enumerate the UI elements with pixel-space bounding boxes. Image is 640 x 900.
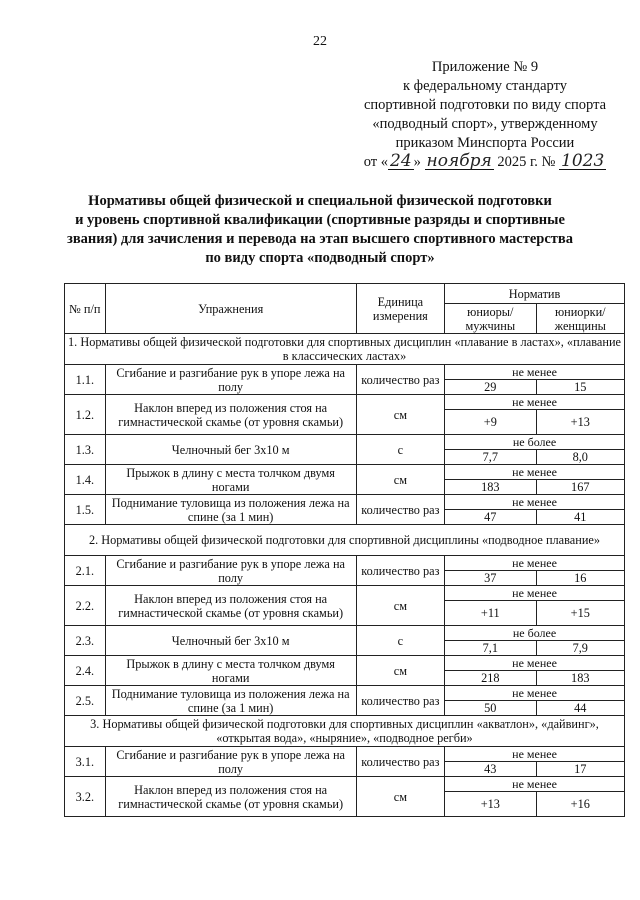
table-row <box>65 365 625 380</box>
section-title: 1. Нормативы общей физической подготовки для спортивных дисциплин «плавание в ластах», «плавание в классических ластах» <box>65 334 625 365</box>
table-row <box>65 435 625 450</box>
row-condition: не менее <box>445 395 625 410</box>
row-number: 2.4. <box>65 656 106 686</box>
row-exercise: Поднимание туловища из положения лежа на спине (за 1 мин) <box>105 686 356 716</box>
row-condition: не менее <box>445 686 625 701</box>
row-condition: не более <box>445 435 625 450</box>
section-title: 3. Нормативы общей физической подготовки для спортивных дисциплин «акватлон», «дайвинг», «открытая вода», «ныряние», «подводное регби» <box>65 716 625 747</box>
handwritten-month: ноября <box>426 151 492 171</box>
table-row <box>65 686 625 701</box>
row-unit: количество раз <box>356 365 444 395</box>
header-female: юниорки/ женщины <box>536 304 624 334</box>
row-number: 2.3. <box>65 626 106 656</box>
handwritten-order-number: 1023 <box>561 151 605 171</box>
appendix-line-3: спортивной подготовки по виду спорта <box>363 97 607 113</box>
value-male: 43 <box>445 762 536 777</box>
row-unit: с <box>356 435 444 465</box>
table-row <box>65 747 625 762</box>
date-year-text: 2025 г. № <box>497 154 556 170</box>
row-number: 2.1. <box>65 556 106 586</box>
value-male: 37 <box>445 571 536 586</box>
row-exercise: Сгибание и разгибание рук в упоре лежа на полу <box>105 556 356 586</box>
row-exercise: Наклон вперед из положения стоя на гимнастической скамье (от уровня скамьи) <box>105 777 356 817</box>
row-exercise: Сгибание и разгибание рук в упоре лежа на полу <box>105 365 356 395</box>
table-row <box>65 395 625 410</box>
appendix-line-1: Приложение № 9 <box>431 59 539 75</box>
section-row <box>65 716 625 747</box>
date-mid: » <box>413 154 421 170</box>
order-date-line <box>350 153 620 172</box>
value-female: 7,9 <box>536 641 624 656</box>
row-condition: не менее <box>445 556 625 571</box>
value-male: +9 <box>445 410 536 435</box>
table-row <box>65 656 625 671</box>
value-male: +13 <box>445 792 536 817</box>
row-condition: не менее <box>445 586 625 601</box>
document-title <box>60 192 580 268</box>
appendix-line-5: приказом Минспорта России <box>395 135 575 151</box>
row-number: 1.4. <box>65 465 106 495</box>
row-number: 2.2. <box>65 586 106 626</box>
row-exercise: Наклон вперед из положения стоя на гимнастической скамье (от уровня скамьи) <box>105 586 356 626</box>
row-condition: не менее <box>445 747 625 762</box>
value-female: +15 <box>536 601 624 626</box>
value-female: +13 <box>536 410 624 435</box>
row-unit: см <box>356 395 444 435</box>
row-number: 1.3. <box>65 435 106 465</box>
row-condition: не менее <box>445 365 625 380</box>
value-male: 7,1 <box>445 641 536 656</box>
table-body <box>65 334 625 817</box>
row-exercise: Сгибание и разгибание рук в упоре лежа на полу <box>105 747 356 777</box>
value-female: 41 <box>536 510 624 525</box>
row-unit: количество раз <box>356 556 444 586</box>
page-number: 22 <box>313 34 327 49</box>
value-male: 183 <box>445 480 536 495</box>
table-row <box>65 465 625 480</box>
row-unit: см <box>356 586 444 626</box>
title-line-4: по виду спорта «подводный спорт» <box>205 250 435 266</box>
header-unit: Единица измерения <box>356 284 444 334</box>
date-prefix: от « <box>363 154 388 170</box>
standards-table <box>64 283 625 817</box>
row-number: 3.1. <box>65 747 106 777</box>
table-row <box>65 626 625 641</box>
value-female: 44 <box>536 701 624 716</box>
row-number: 3.2. <box>65 777 106 817</box>
row-exercise: Челночный бег 3х10 м <box>105 626 356 656</box>
table-row <box>65 495 625 510</box>
value-male: 50 <box>445 701 536 716</box>
appendix-line-2: к федеральному стандарту <box>403 78 567 94</box>
row-unit: см <box>356 465 444 495</box>
section-row <box>65 334 625 365</box>
handwritten-day: 24 <box>390 151 412 171</box>
row-exercise: Челночный бег 3х10 м <box>105 435 356 465</box>
header-number: № п/п <box>65 284 106 334</box>
value-male: 47 <box>445 510 536 525</box>
header-male: юниоры/ мужчины <box>445 304 536 334</box>
row-condition: не более <box>445 626 625 641</box>
row-condition: не менее <box>445 465 625 480</box>
value-female: 167 <box>536 480 624 495</box>
row-condition: не менее <box>445 495 625 510</box>
row-exercise: Наклон вперед из положения стоя на гимнастической скамье (от уровня скамьи) <box>105 395 356 435</box>
header-norm: Норматив <box>445 284 625 304</box>
row-exercise: Прыжок в длину с места толчком двумя ногами <box>105 465 356 495</box>
appendix-line-4: «подводный спорт», утвержденному <box>372 116 598 132</box>
row-unit: см <box>356 656 444 686</box>
value-female: 8,0 <box>536 450 624 465</box>
table-row <box>65 586 625 601</box>
value-male: +11 <box>445 601 536 626</box>
row-exercise: Поднимание туловища из положения лежа на спине (за 1 мин) <box>105 495 356 525</box>
section-row <box>65 525 625 556</box>
value-female: 15 <box>536 380 624 395</box>
row-unit: количество раз <box>356 495 444 525</box>
row-condition: не менее <box>445 777 625 792</box>
row-unit: количество раз <box>356 747 444 777</box>
value-female: 17 <box>536 762 624 777</box>
table-row <box>65 556 625 571</box>
row-unit: количество раз <box>356 686 444 716</box>
header-exercise: Упражнения <box>105 284 356 334</box>
value-female: +16 <box>536 792 624 817</box>
section-title: 2. Нормативы общей физической подготовки для спортивной дисциплины «подводное плавание» <box>65 525 625 556</box>
value-male: 218 <box>445 671 536 686</box>
row-number: 1.1. <box>65 365 106 395</box>
value-female: 183 <box>536 671 624 686</box>
value-male: 7,7 <box>445 450 536 465</box>
title-line-2: и уровень спортивной квалификации (спортивные разряды и спортивные <box>75 212 565 228</box>
row-unit: см <box>356 777 444 817</box>
row-number: 1.2. <box>65 395 106 435</box>
row-condition: не менее <box>445 656 625 671</box>
title-line-1: Нормативы общей физической и специальной физической подготовки <box>88 193 552 209</box>
value-female: 16 <box>536 571 624 586</box>
title-line-3: звания) для зачисления и перевода на этап высшего спортивного мастерства <box>67 231 573 247</box>
appendix-header <box>350 58 620 172</box>
row-exercise: Прыжок в длину с места толчком двумя ногами <box>105 656 356 686</box>
table-row <box>65 777 625 792</box>
row-number: 1.5. <box>65 495 106 525</box>
row-unit: с <box>356 626 444 656</box>
value-male: 29 <box>445 380 536 395</box>
row-number: 2.5. <box>65 686 106 716</box>
